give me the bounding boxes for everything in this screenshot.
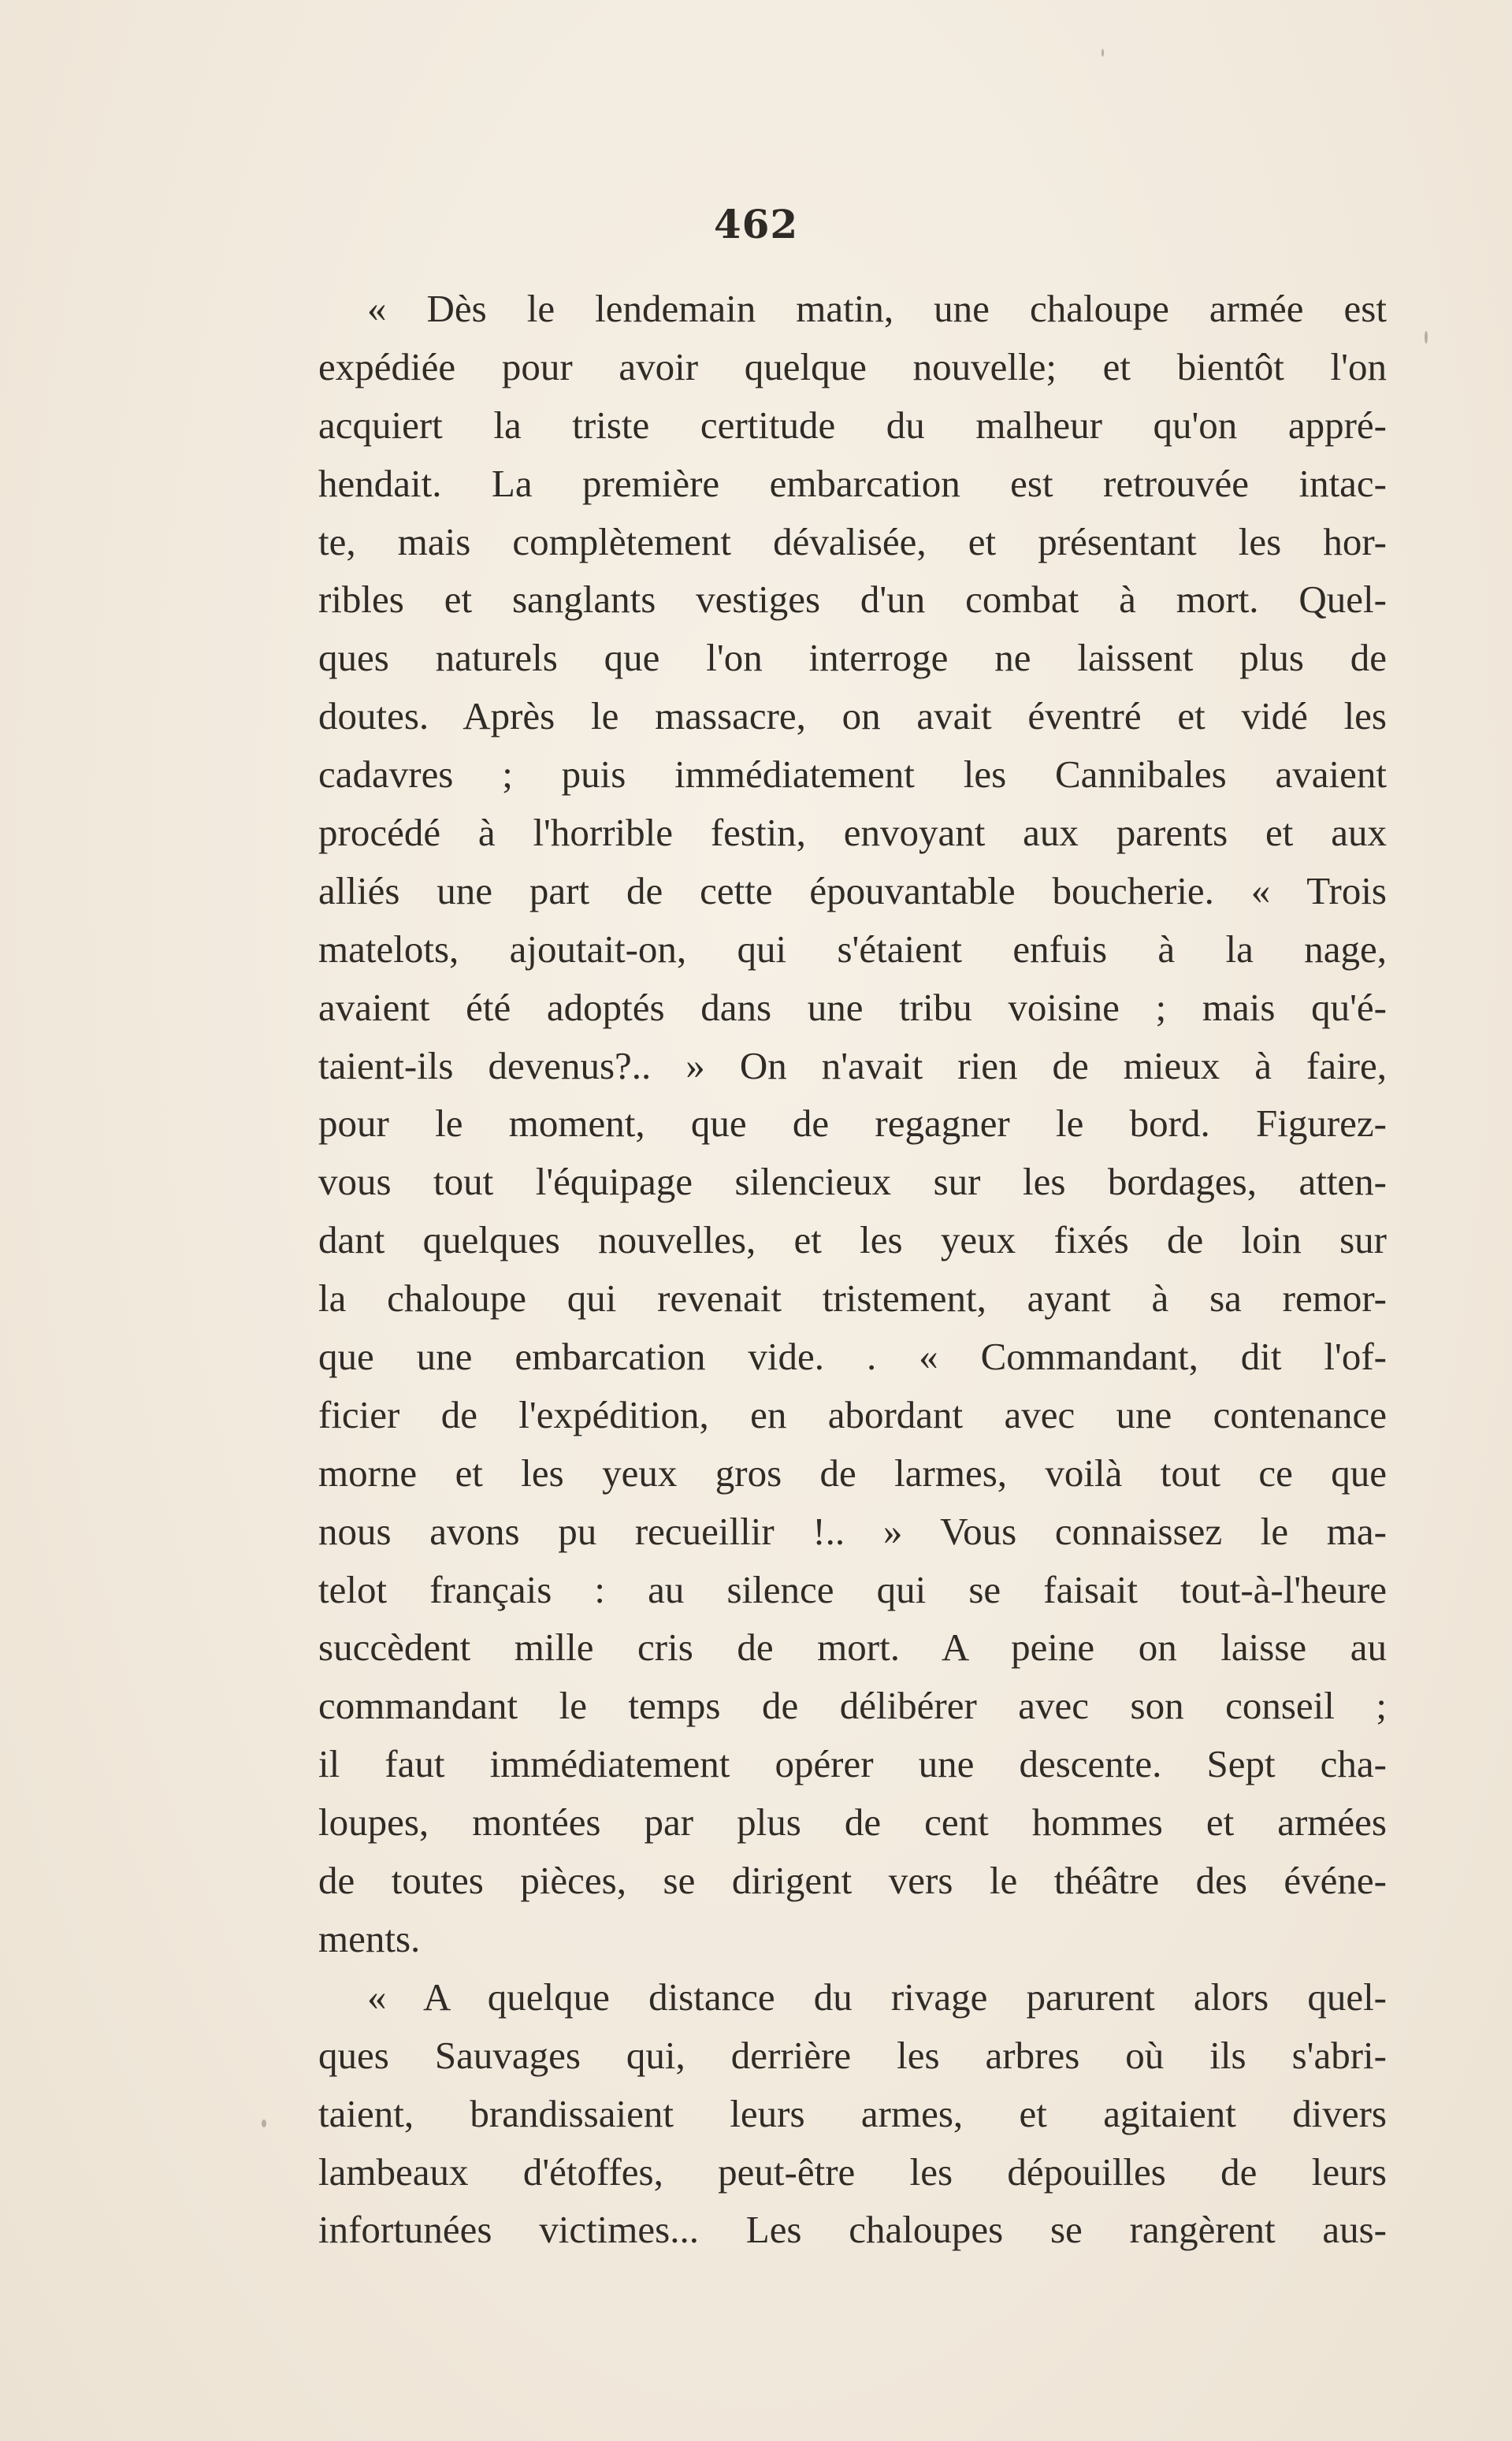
text-line: « Dès le lendemain matin, une chaloupe armée est [367,287,1387,330]
paper-speck [1425,331,1428,344]
page-number: 462 [713,201,799,247]
text-line: nous avons pu recueillir !.. » Vous connaissez le ma- [318,1509,1387,1553]
text-line: procédé à l'horrible festin, envoyant aux parents et aux [318,811,1387,855]
text-line: ments. [318,1916,421,1960]
body-text [318,280,1387,2259]
paper-speck [262,2120,266,2127]
text-line: expédiée pour avoir quelque nouvelle; et bientôt l'on [318,344,1387,388]
text-line: pour le moment, que de regagner le bord. Figurez- [318,1102,1387,1146]
text-line: telot français : au silence qui se faisait tout-à-l'heure [318,1567,1387,1611]
text-line: lambeaux d'étoffes, peut-être les dépouilles de leurs [318,2149,1387,2194]
text-line: morne et les yeux gros de larmes, voilà tout ce que [318,1451,1387,1495]
text-line: hendait. La première embarcation est retrouvée intac- [318,461,1387,505]
text-line: taient, brandissaient leurs armes, et agitaient divers [318,2091,1387,2135]
text-line: ques naturels que l'on interroge ne laissent plus de [318,636,1387,680]
text-line: « A quelque distance du rivage parurent alors quel- [367,1975,1387,2019]
text-line: avaient été adoptés dans une tribu voisine ; mais qu'é- [318,985,1387,1029]
text-line: il faut immédiatement opérer une descente. Sept cha- [318,1742,1387,1786]
text-line: de toutes pièces, se dirigent vers le théâtre des événe- [318,1859,1387,1903]
text-line: loupes, montées par plus de cent hommes et armées [318,1800,1387,1845]
text-line: ficier de l'expédition, en abordant avec une contenance [318,1392,1387,1436]
text-line: taient-ils devenus?.. » On n'avait rien de mieux à faire, [318,1043,1387,1087]
text-line: infortunées victimes... Les chaloupes se rangèrent aus- [318,2208,1387,2252]
text-line: te, mais complètement dévalisée, et présentant les hor- [318,519,1387,563]
text-line: dant quelques nouvelles, et les yeux fixés de loin sur [318,1218,1387,1262]
text-line: cadavres ; puis immédiatement les Cannibales avaient [318,752,1387,797]
text-line: succèdent mille cris de mort. A peine on laisse au [318,1625,1387,1670]
text-line: doutes. Après le massacre, on avait éventré et vidé les [318,694,1387,738]
text-line: vous tout l'équipage silencieux sur les bordages, atten- [318,1160,1387,1204]
text-line: la chaloupe qui revenait tristement, ayant à sa remor- [318,1276,1387,1321]
paper-speck [1101,49,1104,57]
text-line: ques Sauvages qui, derrière les arbres où ils s'abri- [318,2033,1387,2077]
text-line: commandant le temps de délibérer avec son conseil ; [318,1684,1387,1728]
text-line: matelots, ajoutait-on, qui s'étaient enfuis à la nage, [318,927,1387,971]
text-line: ribles et sanglants vestiges d'un combat à mort. Quel- [318,578,1387,622]
text-line: alliés une part de cette épouvantable boucherie. « Trois [318,868,1387,912]
text-line: acquiert la triste certitude du malheur qu'on appré- [318,403,1387,447]
text-line: que une embarcation vide. . « Commandant, dit l'of- [318,1335,1387,1379]
